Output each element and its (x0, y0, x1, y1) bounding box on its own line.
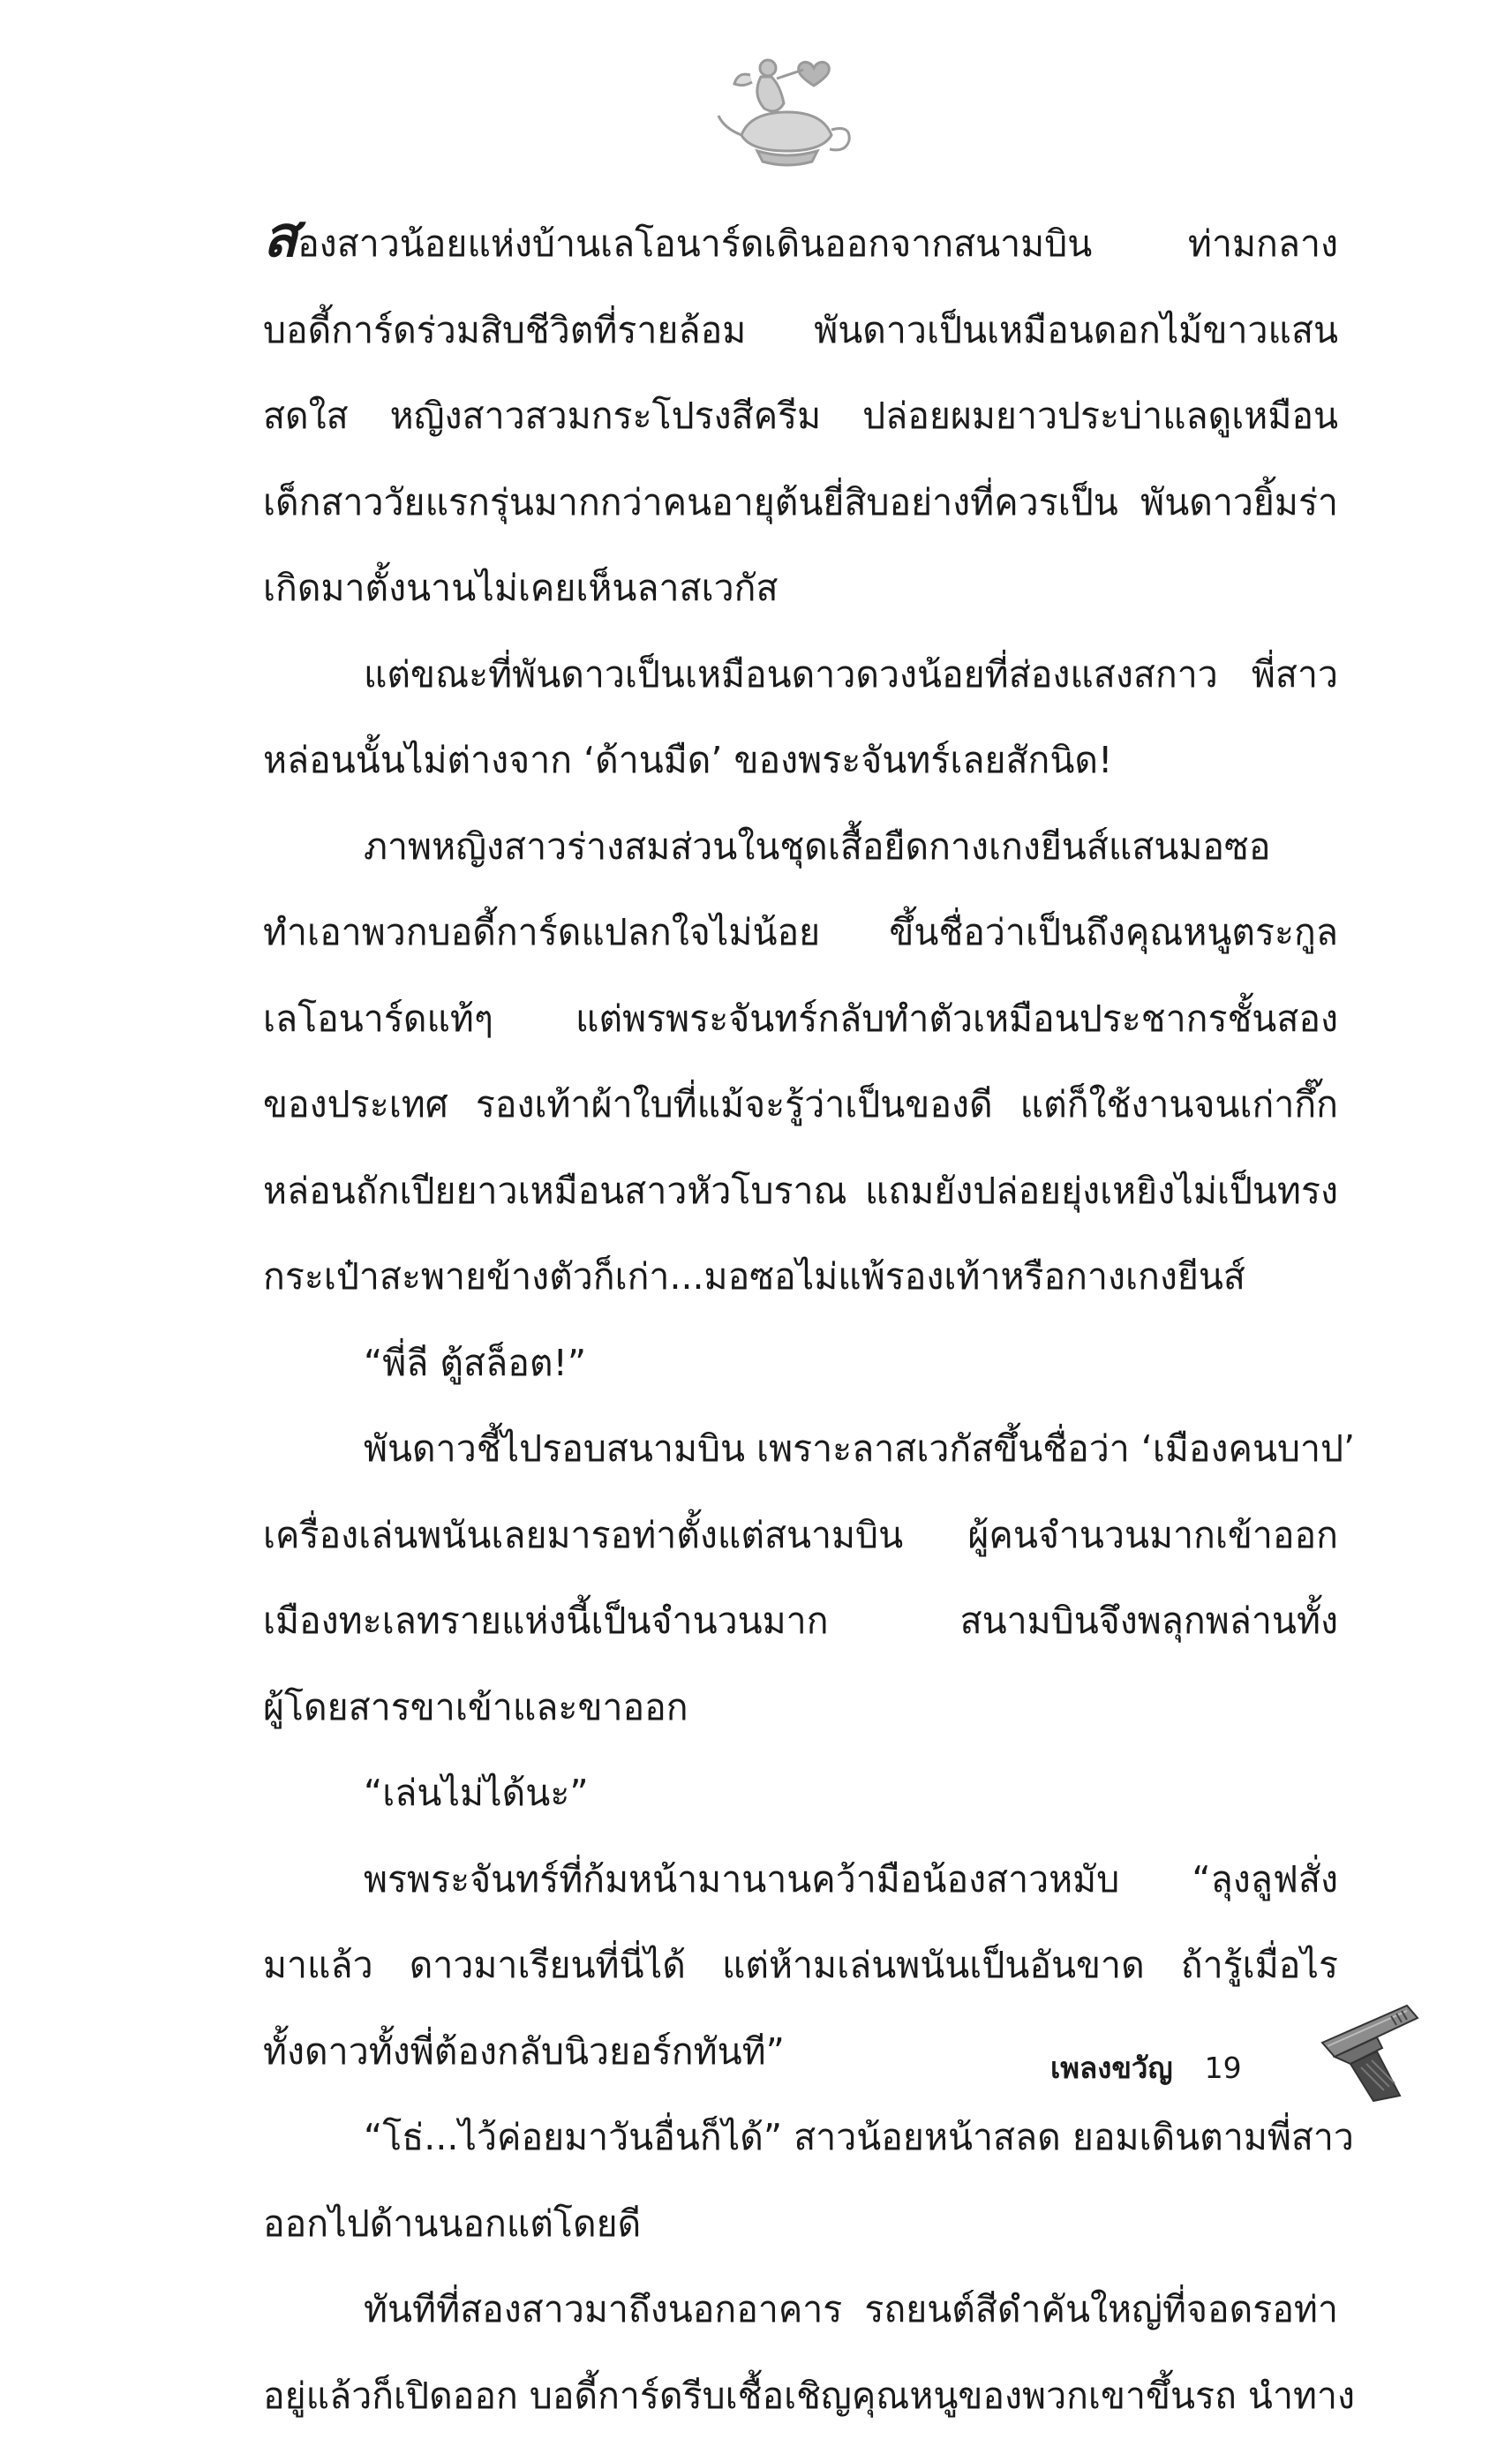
paragraph-line: ผู้โดยสารขาเข้าและขาออก (263, 1665, 1338, 1751)
paragraph-line: แต่ขณะที่พันดาวเป็นเหมือนดาวดวงน้อยที่ส่องแสงสกาว พี่สาว (263, 632, 1338, 719)
drop-cap: ส (263, 205, 297, 270)
dialogue-line: “พี่ลี ตู้สล็อต!” (263, 1321, 1338, 1407)
paragraph-line: สองสาวน้อยแห่งบ้านเลโอนาร์ดเดินออกจากสนามบิน ท่ามกลาง (263, 201, 1338, 288)
paragraph-line: ทันทีที่สองสาวมาถึงนอกอาคาร รถยนต์สีดำคันใหญ่ที่จอดรอท่า (263, 2267, 1338, 2353)
paragraph-line: หล่อนถักเปียยาวเหมือนสาวหัวโบราณ แถมยังปล่อยยุ่งเหยิงไม่เป็นทรง (263, 1148, 1338, 1235)
dialogue-line: “เล่นไม่ได้นะ” (263, 1750, 1338, 1837)
paragraph-line: พรพระจันทร์ที่ก้มหน้ามานานคว้ามือน้องสาวหมับ “ลุงลูฟสั่ง (263, 1837, 1338, 1923)
paragraph-line: อยู่แล้วก็เปิดออก บอดี้การ์ดรีบเชื้อเชิญคุณหนูของพวกเขาขึ้นรถ นำทาง (263, 2353, 1338, 2439)
page-footer (1050, 2041, 1242, 2094)
paragraph-line: สดใส หญิงสาวสวมกระโปรงสีครีม ปล่อยผมยาวประบ่าแลดูเหมือน (263, 373, 1338, 460)
page-number: 19 (1205, 2051, 1242, 2085)
paragraph-line: ทั้งดาวทั้งพี่ต้องกลับนิวยอร์กทันที” (263, 2009, 1338, 2096)
paragraph-line: หล่อนนั้นไม่ต่างจาก ‘ด้านมืด’ ของพระจันทร์เลยสักนิด! (263, 718, 1338, 804)
paragraph-line: เมืองทะเลทรายแห่งนี้เป็นจำนวนมาก สนามบินจึงพลุกพล่านทั้ง (263, 1578, 1338, 1665)
paragraph-line: เด็กสาววัยแรกรุ่นมากกว่าคนอายุต้นยี่สิบอย่างที่ควรเป็น พันดาวยิ้มร่า (263, 460, 1338, 546)
paragraph-line: กระเป๋าสะพายข้างตัวก็เก่า...มอซอไม่แพ้รองเท้าหรือกางเกงยีนส์ (263, 1234, 1338, 1321)
paragraph-line: ภาพหญิงสาวร่างสมส่วนในชุดเสื้อยืดกางเกงยีนส์แสนมอซอ (263, 804, 1338, 891)
paragraph-line: บอดี้การ์ดร่วมสิบชีวิตที่รายล้อม พันดาวเป็นเหมือนดอกไม้ขาวแสน (263, 288, 1338, 374)
paragraph-line: ออกไปด้านนอกแต่โดยดี (263, 2181, 1338, 2268)
paragraph-line: มาแล้ว ดาวมาเรียนที่นี่ได้ แต่ห้ามเล่นพนันเป็นอันขาด ถ้ารู้เมื่อไร (263, 1923, 1338, 2009)
paragraph-line: เครื่องเล่นพนันเลยมารอท่าตั้งแต่สนามบิน ผู้คนจำนวนมากเข้าออก (263, 1493, 1338, 1579)
paragraph-line: ทำเอาพวกบอดี้การ์ดแปลกใจไม่น้อย ขึ้นชื่อว่าเป็นถึงคุณหนูตระกูล (263, 890, 1338, 976)
dialogue-line: “โธ่...ไว้ค่อยมาวันอื่นก็ได้” สาวน้อยหน้าสลด ยอมเดินตามพี่สาว (263, 2095, 1338, 2181)
book-title: เพลงขวัญ (1050, 2044, 1173, 2091)
story-body (263, 201, 1338, 2439)
teapot-cupid-ornament-icon (715, 49, 865, 172)
paragraph-line: พันดาวชี้ไปรอบสนามบิน เพราะลาสเวกัสขึ้นชื่อว่า ‘เมืองคนบาป’ (263, 1406, 1338, 1493)
pistol-icon (1315, 1997, 1428, 2103)
paragraph-line: เกิดมาตั้งนานไม่เคยเห็นลาสเวกัส (263, 546, 1338, 632)
paragraph-line: เลโอนาร์ดแท้ๆ แต่พรพระจันทร์กลับทำตัวเหมือนประชากรชั้นสอง (263, 976, 1338, 1063)
paragraph-line: ของประเทศ รองเท้าผ้าใบที่แม้จะรู้ว่าเป็นของดี แต่ก็ใช้งานจนเก่ากึ๊ก (263, 1062, 1338, 1148)
